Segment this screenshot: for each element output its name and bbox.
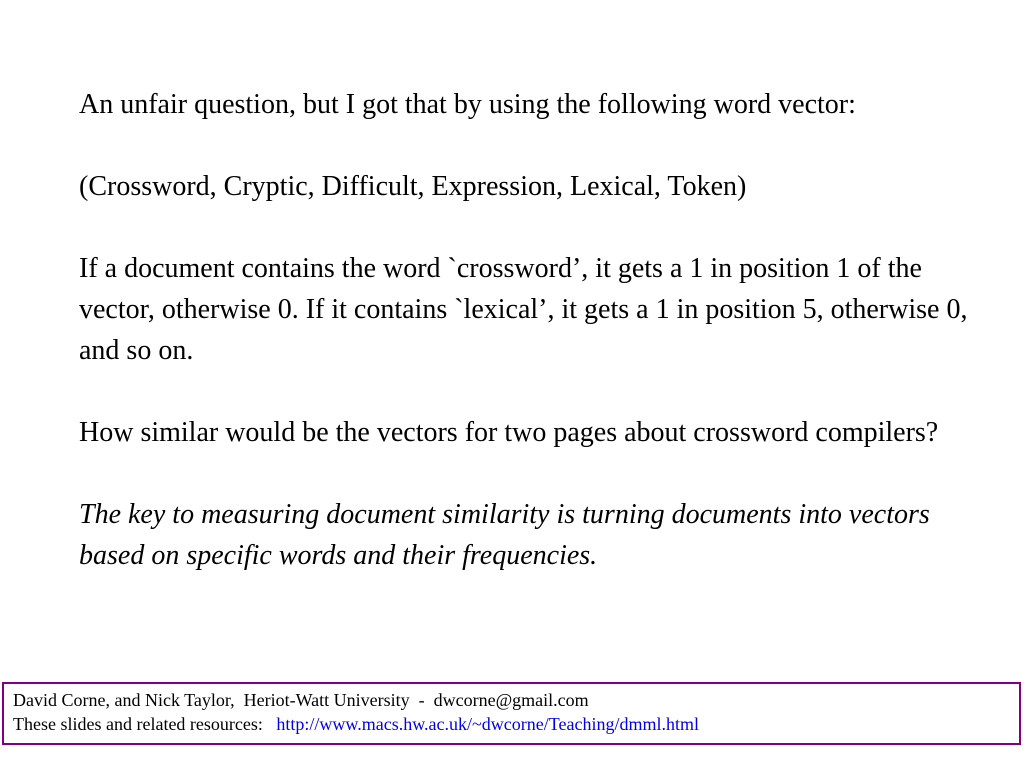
slide-body xyxy=(79,84,999,617)
footer-resources-label: These slides and related resources: xyxy=(13,714,277,734)
paragraph-intro: An unfair question, but I got that by using the following word vector: xyxy=(79,89,856,120)
footer-resources xyxy=(13,712,1019,736)
footer-authors: David Corne, and Nick Taylor, Heriot-Watt University - dwcorne@gmail.com xyxy=(13,690,589,710)
paragraph-question: How similar would be the vectors for two pages about crossword compilers? xyxy=(79,417,939,448)
paragraph-explanation: If a document contains the word `crossword’, it gets a 1 in position 1 of the vector, otherwise 0. If it contains `lexical’, it gets a 1 in position 5, otherwise 0, and so on. xyxy=(79,253,968,366)
paragraph-word-vector: (Crossword, Cryptic, Difficult, Expression, Lexical, Token) xyxy=(79,171,747,202)
paragraph-key-point: The key to measuring document similarity is turning documents into vectors based on specific words and their frequencies. xyxy=(79,499,930,571)
footer xyxy=(2,682,1021,745)
footer-resources-link[interactable]: http://www.macs.hw.ac.uk/~dwcorne/Teaching/dmml.html xyxy=(276,714,699,734)
